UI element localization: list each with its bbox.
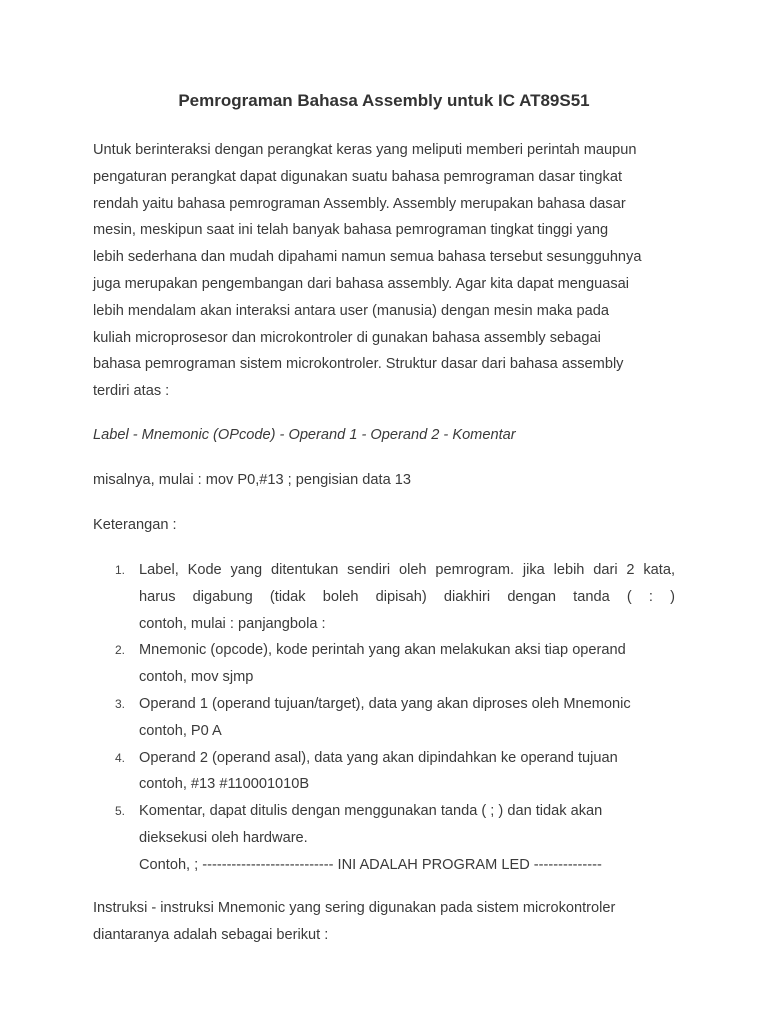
intro-line: mesin, meskipun saat ini telah banyak bahasa pemrograman tingkat tinggi yang [93,222,609,239]
list-item-line: Mnemonic (opcode), kode perintah yang akan melakukan aksi tiap operand [139,642,626,659]
list-item-text [139,798,675,878]
list-number: 4. [115,750,126,765]
list-item-line: contoh, #13 #110001010B [139,776,310,793]
keterangan-label: Keterangan : [93,517,177,533]
intro-line: juga merupakan pengembangan dari bahasa assembly. Agar kita dapat menguasai [93,275,629,292]
list-number: 1. [115,563,126,577]
list-item [93,557,675,637]
list-item-line: harus digabung (tidak boleh dipisah) diakhiri dengan tanda ( : ) [139,588,675,605]
list-item-line: Label, Kode yang ditentukan sendiri oleh pemrogram. jika lebih dari 2 kata, [139,562,675,578]
intro-line: terdiri atas : [93,383,170,400]
list-item-line: contoh, mulai : panjangbola : [139,615,326,632]
list-item-line: Operand 2 (operand asal), data yang akan dipindahkan ke operand tujuan [139,749,618,766]
structure-line: Label - Mnemonic (OPcode) - Operand 1 - Operand 2 - Komentar [93,427,516,443]
list-item-line: Contoh, ; --------------------------- INI ADALAH PROGRAM LED -------------- [139,856,602,873]
intro-line: pengaturan perangkat dapat digunakan suatu bahasa pemrograman dasar tingkat [93,168,622,185]
intro-line: kuliah microprosesor dan microkontroler di gunakan bahasa assembly sebagai [93,329,601,346]
list-number: 3. [115,696,126,711]
intro-line: bahasa pemrograman sistem microkontroler. Struktur dasar dari bahasa assembly [93,356,624,373]
list-item-line: Komentar, dapat ditulis dengan menggunakan tanda ( ; ) dan tidak akan [139,803,603,820]
list-item-text [139,691,675,745]
list-item-line: contoh, P0 A [139,722,222,739]
keterangan-list [93,557,675,879]
intro-line: rendah yaitu bahasa pemrograman Assembly. Assembly merupakan bahasa dasar [93,195,626,212]
closing-line: diantaranya adalah sebagai berikut : [93,926,329,943]
list-item-line: contoh, mov sjmp [139,669,254,686]
list-item-text [139,557,675,637]
list-item-text [139,637,675,691]
document-title: Pemrograman Bahasa Assembly untuk IC AT89S51 [178,91,590,110]
list-item [93,637,675,691]
intro-line: Untuk berinteraksi dengan perangkat keras yang meliputi memberi perintah maupun [93,142,637,158]
list-item-text [139,745,675,799]
intro-line: lebih sederhana dan mudah dipahami namun semua bahasa tersebut sesungguhnya [93,249,642,266]
list-item [93,745,675,799]
list-item [93,691,675,745]
closing-line: Instruksi - instruksi Mnemonic yang sering digunakan pada sistem microkontroler [93,900,616,916]
closing-paragraph [93,895,675,949]
list-number: 2. [115,643,126,658]
intro-line: lebih mendalam akan interaksi antara user (manusia) dengan mesin maka pada [93,302,609,319]
list-item [93,798,675,878]
example-line: misalnya, mulai : mov P0,#13 ; pengisian data 13 [93,472,411,488]
intro-paragraph [93,137,675,405]
list-number: 5. [115,804,126,819]
list-item-line: Operand 1 (operand tujuan/target), data yang akan diproses oleh Mnemonic [139,695,631,712]
list-item-line: dieksekusi oleh hardware. [139,829,308,846]
